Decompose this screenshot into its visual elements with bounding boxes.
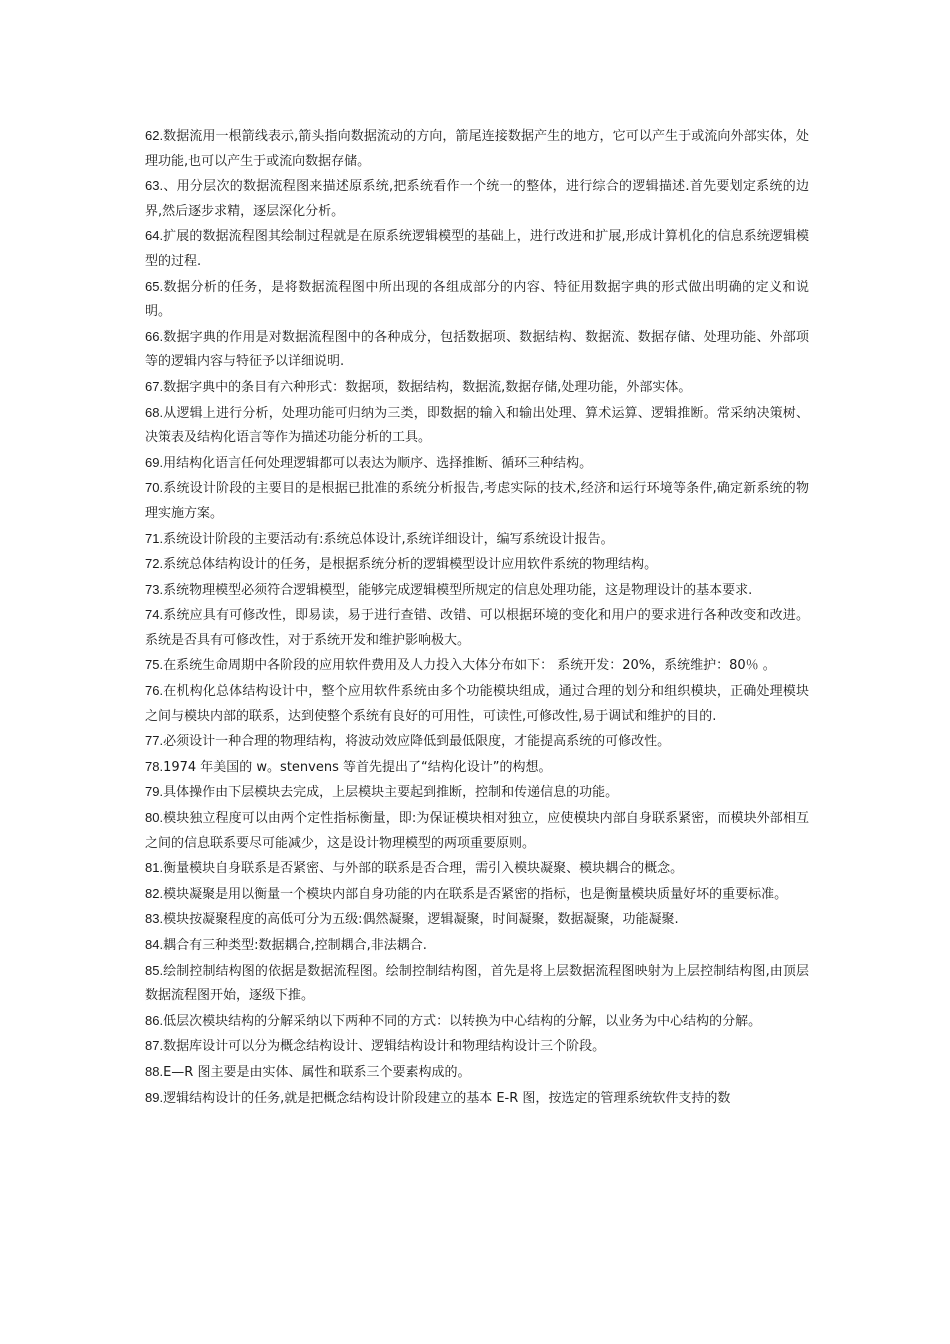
item-number: 82. bbox=[145, 885, 164, 901]
item-84 bbox=[145, 933, 809, 959]
item-text: 系统设计阶段的主要目的是根据已批准的系统分析报告,考虑实际的技术,经济和运行环境等条件,确定新系统的物理实施方案。 bbox=[145, 481, 809, 521]
item-text: 系统总体结构设计的任务，是根据系统分析的逻辑模型设计应用软件系统的物理结构。 bbox=[163, 557, 658, 573]
item-63 bbox=[145, 174, 809, 224]
item-79 bbox=[145, 780, 809, 806]
item-68 bbox=[145, 401, 809, 451]
item-number: 87. bbox=[145, 1038, 164, 1054]
item-number: 77. bbox=[145, 733, 164, 749]
item-text: 用结构化语言任何处理逻辑都可以表达为顺序、选择推断、循环三种结构。 bbox=[163, 455, 593, 471]
item-81 bbox=[145, 856, 809, 882]
item-74 bbox=[145, 603, 809, 653]
item-text: 耦合有三种类型:数据耦合,控制耦合,非法耦合. bbox=[163, 938, 427, 953]
item-70 bbox=[145, 476, 809, 526]
item-text: 数据字典中的条目有六种形式：数据项，数据结构，数据流,数据存储,处理功能，外部实体。 bbox=[163, 379, 692, 395]
item-text: 具体操作由下层模块去完成，上层模块主要起到推断，控制和传递信息的功能。 bbox=[163, 785, 619, 801]
item-75 bbox=[145, 653, 809, 679]
item-62 bbox=[145, 124, 809, 174]
item-text: 在机构化总体结构设计中，整个应用软件系统由多个功能模块组成，通过合理的划分和组织模块，正确处理模块之间与模块内部的联系，达到使整个系统有良好的可用性，可读性,可修改性,易于调试和维护的目的. bbox=[145, 684, 809, 724]
item-text: 模块凝聚是用以衡量一个模块内部自身功能的内在联系是否紧密的指标，也是衡量模块质量好坏的重要标准。 bbox=[163, 886, 788, 902]
item-88 bbox=[145, 1060, 809, 1086]
item-number: 83. bbox=[145, 911, 164, 927]
item-text: 1974 年美国的 w。stenvens 等首先提出了“结构化设计”的构想。 bbox=[163, 759, 552, 775]
item-number: 85. bbox=[145, 962, 164, 978]
item-72 bbox=[145, 552, 809, 578]
item-number: 71. bbox=[145, 530, 164, 546]
item-number: 75. bbox=[145, 657, 164, 673]
item-number: 80. bbox=[145, 810, 164, 826]
item-number: 76. bbox=[145, 683, 164, 699]
item-number: 74. bbox=[145, 607, 164, 623]
item-number: 86. bbox=[145, 1012, 164, 1028]
item-number: 88. bbox=[145, 1063, 164, 1079]
item-85 bbox=[145, 959, 809, 1009]
item-number: 72. bbox=[145, 556, 164, 572]
item-number: 78. bbox=[145, 758, 164, 774]
item-73 bbox=[145, 578, 809, 604]
item-number: 66. bbox=[145, 328, 164, 344]
item-number: 64. bbox=[145, 228, 164, 244]
item-text: 扩展的数据流程图其绘制过程就是在原系统逻辑模型的基础上，进行改进和扩展,形成计算机化的信息系统逻辑模型的过程. bbox=[145, 229, 809, 269]
item-text: 数据分析的任务，是将数据流程图中所出现的各组成部分的内容、特征用数据字典的形式做出明确的定义和说明。 bbox=[145, 279, 809, 320]
item-number: 68. bbox=[145, 404, 164, 420]
item-text: 从逻辑上进行分析，处理功能可归纳为三类，即数据的输入和输出处理、算术运算、逻辑推断。常采纳决策树、决策表及结构化语言等作为描述功能分析的工具。 bbox=[145, 405, 809, 446]
item-text: 系统物理模型必须符合逻辑模型，能够完成逻辑模型所规定的信息处理功能，这是物理设计的基本要求. bbox=[163, 582, 753, 598]
item-text: 模块独立程度可以由两个定性指标衡量，即:为保证模块相对独立，应使模块内部自身联系紧密，而模块外部相互之间的信息联系要尽可能减少，这是设计物理模型的两项重要原则。 bbox=[145, 811, 809, 851]
item-78 bbox=[145, 755, 809, 781]
item-text: 绘制控制结构图的依据是数据流程图。绘制控制结构图，首先是将上层数据流程图映射为上层控制结构图,由顶层数据流程图开始，逐级下推。 bbox=[145, 963, 809, 1004]
item-76 bbox=[145, 679, 809, 729]
item-text: 数据字典的作用是对数据流程图中的各种成分，包括数据项、数据结构、数据流、数据存储、处理功能、外部项等的逻辑内容与特征予以详细说明. bbox=[145, 329, 809, 370]
item-83 bbox=[145, 907, 809, 933]
item-text: 在系统生命周期中各阶段的应用软件费用及人力投入大体分布如下： 系统开发：20%，系统维护：80％ 。 bbox=[163, 658, 776, 674]
item-number: 81. bbox=[145, 860, 164, 876]
item-text: 数据流用一根箭线表示,箭头指向数据流动的方向，箭尾连接数据产生的地方，它可以产生于或流向外部实体，处理功能,也可以产生于或流向数据存储。 bbox=[145, 129, 809, 169]
item-67 bbox=[145, 375, 809, 401]
item-64 bbox=[145, 224, 809, 274]
item-69 bbox=[145, 451, 809, 477]
item-number: 70. bbox=[145, 480, 164, 496]
item-89 bbox=[145, 1086, 809, 1112]
item-number: 65. bbox=[145, 278, 164, 294]
item-number: 69. bbox=[145, 454, 164, 470]
item-77 bbox=[145, 729, 809, 755]
item-87 bbox=[145, 1034, 809, 1060]
item-82 bbox=[145, 882, 809, 908]
item-number: 62. bbox=[145, 128, 164, 143]
item-number: 63. bbox=[145, 178, 164, 194]
item-text: 系统设计阶段的主要活动有:系统总体设计,系统详细设计，编写系统设计报告。 bbox=[163, 531, 614, 547]
item-number: 79. bbox=[145, 784, 164, 800]
item-text: 逻辑结构设计的任务,就是把概念结构设计阶段建立的基本 E-R 图，按选定的管理系统软件支持的数 bbox=[163, 1090, 731, 1106]
item-86 bbox=[145, 1009, 809, 1035]
item-text: E—R 图主要是由实体、属性和联系三个要素构成的。 bbox=[163, 1064, 471, 1080]
item-80 bbox=[145, 806, 809, 856]
item-text: 低层次模块结构的分解采纳以下两种不同的方式：以转换为中心结构的分解，以业务为中心结构的分解。 bbox=[163, 1013, 762, 1029]
document-body bbox=[145, 124, 809, 1111]
item-text: 衡量模块自身联系是否紧密、与外部的联系是否合理，需引入模块凝聚、模块耦合的概念。 bbox=[163, 861, 684, 877]
item-number: 84. bbox=[145, 937, 164, 952]
item-66 bbox=[145, 325, 809, 375]
item-text: 系统应具有可修改性，即易读，易于进行查错、改错、可以根据环境的变化和用户的要求进行各种改变和改进。系统是否具有可修改性，对于系统开发和维护影响极大。 bbox=[145, 608, 809, 648]
item-65 bbox=[145, 275, 809, 325]
item-text: 必须设计一种合理的物理结构，将波动效应降低到最低限度，才能提高系统的可修改性。 bbox=[163, 734, 671, 750]
item-number: 89. bbox=[145, 1089, 164, 1105]
item-text: 模块按凝聚程度的高低可分为五级:偶然凝聚，逻辑凝聚，时间凝聚，数据凝聚，功能凝聚. bbox=[163, 912, 679, 928]
item-number: 67. bbox=[145, 378, 164, 394]
item-number: 73. bbox=[145, 581, 164, 597]
item-71 bbox=[145, 527, 809, 553]
item-text: 、用分层次的数据流程图来描述原系统,把系统看作一个统一的整体，进行综合的逻辑描述.首先要划定系统的边界,然后逐步求精，逐层深化分析。 bbox=[145, 179, 809, 219]
item-text: 数据库设计可以分为概念结构设计、逻辑结构设计和物理结构设计三个阶段。 bbox=[163, 1039, 606, 1055]
